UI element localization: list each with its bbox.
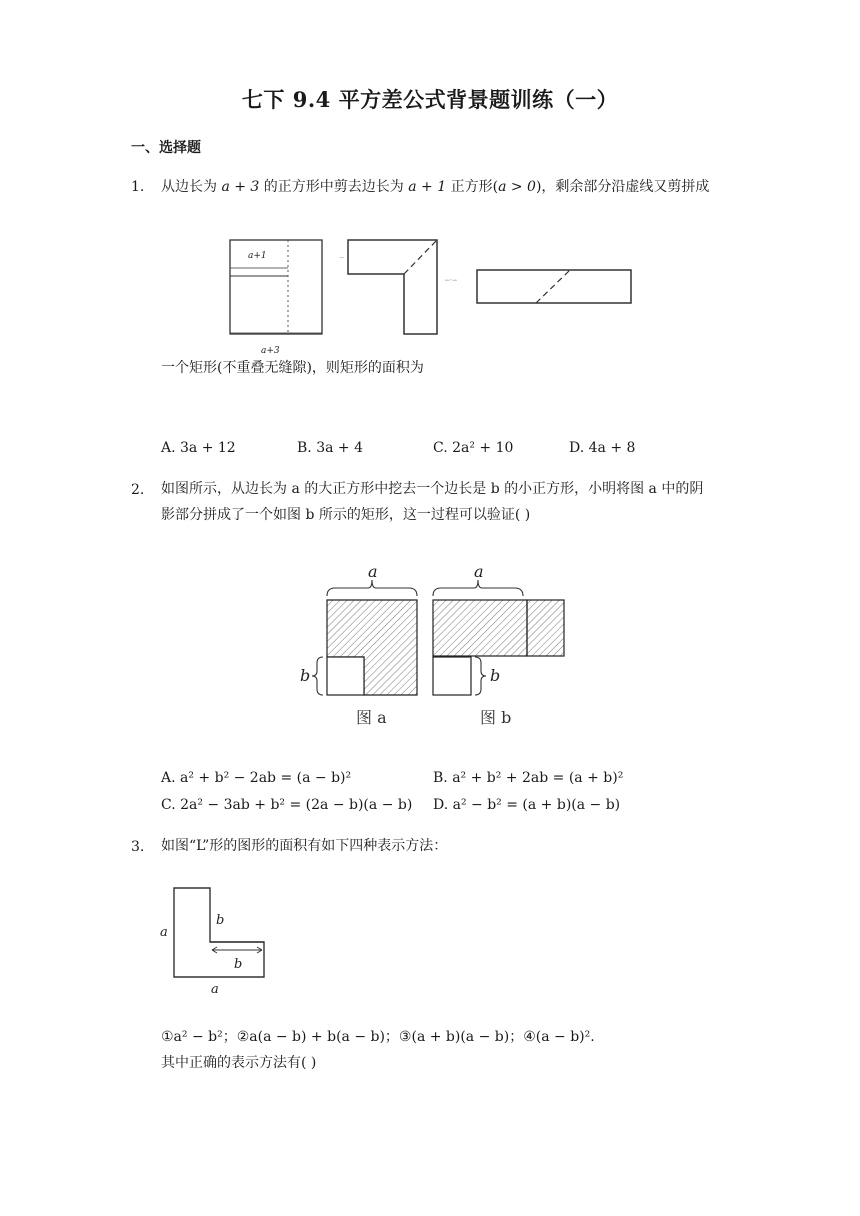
q1-expr: a + 3 (221, 179, 260, 195)
q1-number: 1. (131, 179, 145, 195)
q1-text-part: 的正方形中剪去边长为 (263, 179, 404, 195)
q2-text-line2: 影部分拼成了一个如图 b 所示的矩形，这一过程可以验证( ) (161, 507, 531, 523)
q2-fig-b-rect-right (527, 600, 564, 656)
svg-text:←·→: ←·→ (445, 277, 457, 284)
q2-number: 2. (131, 482, 145, 498)
q3-label-b-horizontal: b (234, 957, 243, 972)
q2-fig-b-label-b: b (490, 666, 501, 685)
q1-option-b[interactable]: B. 3a + 4 (297, 440, 363, 456)
q1-text-line2: 一个矩形(不重叠无缝隙)，则矩形的面积为 (161, 360, 424, 376)
q1-label-bottom: a+3 (261, 346, 280, 356)
q1-figure (220, 232, 640, 357)
q2-option-a[interactable]: A. a² + b² − 2ab = (a − b)² (161, 770, 352, 786)
q2-option-b[interactable]: B. a² + b² + 2ab = (a + b)² (433, 770, 624, 786)
q3-number: 3. (131, 839, 145, 855)
q1-text-part: )，剩余部分沿虚线又剪拼成 (535, 179, 710, 195)
q3-l-figure (150, 880, 280, 998)
q1-option-d[interactable]: D. 4a + 8 (569, 440, 636, 456)
q2-fig-b-caption: 图 b (480, 708, 512, 727)
q1-big-square (230, 240, 322, 334)
q1-condition: a > 0 (498, 179, 536, 195)
q2-fig-b-small-square (433, 657, 471, 695)
svg-text:—: — (339, 255, 344, 261)
q1-l-shape (348, 240, 437, 334)
q2-fig-a-small-square (327, 657, 364, 695)
q3-methods: ①a² − b²；②a(a − b) + b(a − b)；③(a + b)(a − b)；④(a − b)². (161, 1029, 595, 1045)
q3-label-a-vertical: a (160, 925, 168, 940)
q2-text-line1: 如图所示，从边长为 a 的大正方形中挖去一个边长是 b 的小正方形，小明将图 a 中的阴 (161, 481, 704, 497)
q2-option-c[interactable]: C. 2a² − 3ab + b² = (2a − b)(a − b) (161, 797, 413, 813)
q1-label-top: a+1 (248, 251, 267, 261)
q2-fig-a-label-b: b (300, 666, 311, 685)
q2-option-d[interactable]: D. a² − b² = (a + b)(a − b) (433, 797, 621, 813)
q3-text: 如图“L”形的图形的面积有如下四种表示方法： (161, 838, 448, 854)
page-title: 七下 9.4 平方差公式背景题训练（一） (241, 87, 619, 112)
q1-text-part: 正方形( (450, 179, 499, 195)
q2-fig-a-label-a: a (368, 562, 378, 581)
q1-text-part: 从边长为 (161, 179, 217, 195)
section-heading: 一、选择题 (131, 140, 201, 156)
q1-rectangle (477, 270, 631, 303)
q1-option-a[interactable]: A. 3a + 12 (161, 440, 236, 456)
q1-expr: a + 1 (408, 179, 447, 195)
q3-label-b-vertical: b (216, 913, 225, 928)
q1-text (161, 174, 761, 200)
q2-fig-b-label-a: a (474, 562, 484, 581)
q2-figure (290, 558, 580, 733)
q1-option-c[interactable]: C. 2a² + 10 (433, 440, 514, 456)
q2-fig-b-rect-left (433, 600, 527, 656)
q3-l-shape (174, 888, 264, 977)
q2-fig-a-caption: 图 a (356, 708, 387, 727)
q3-label-a-horizontal: a (211, 982, 219, 997)
q3-question: 其中正确的表示方法有( ) (161, 1055, 317, 1071)
